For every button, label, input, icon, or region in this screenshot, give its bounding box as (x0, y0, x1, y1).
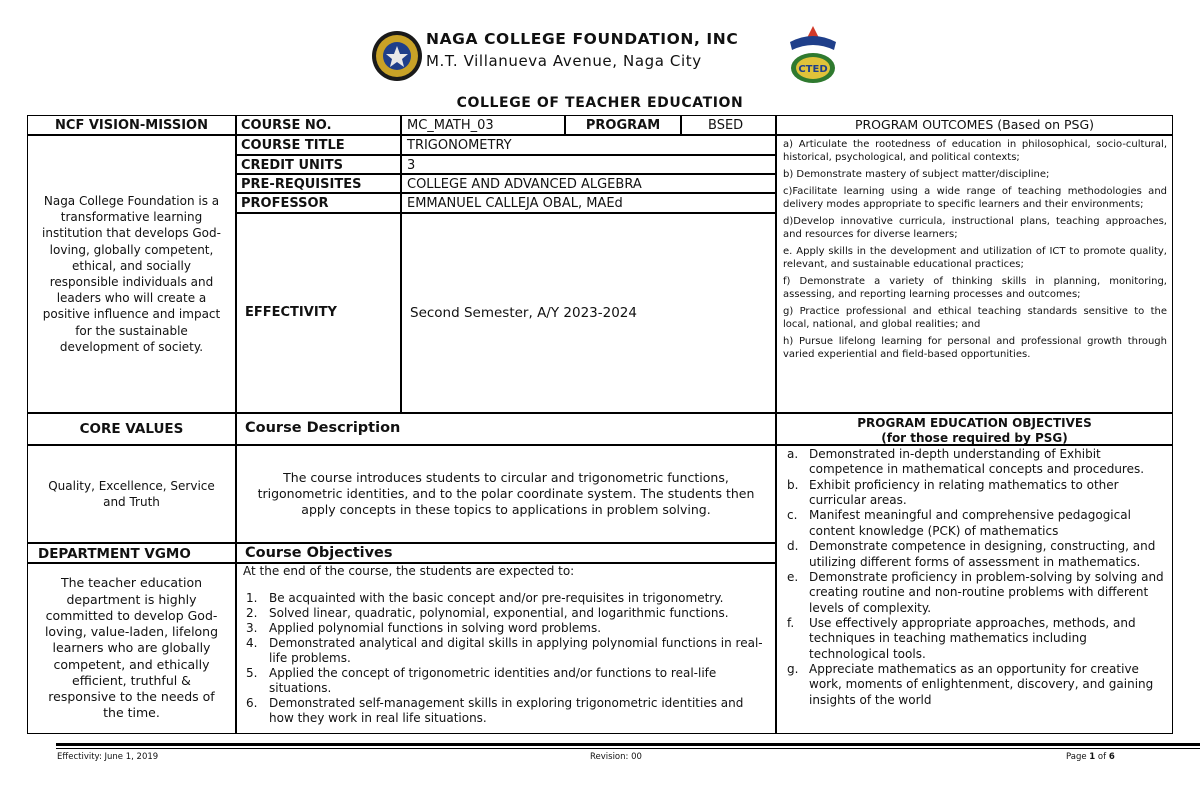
footer-rule-thin (56, 748, 1200, 749)
peo-item (781, 662, 1166, 708)
objective-item (243, 636, 765, 666)
program-value: BSED (681, 115, 776, 135)
peo-marker: g. (787, 662, 799, 677)
peo-list (781, 447, 1166, 708)
program-outcome-item: b) Demonstrate mastery of subject matter/discipline; (783, 169, 1050, 180)
objective-item (243, 591, 765, 606)
objective-item (243, 666, 765, 696)
core-values-heading (27, 413, 236, 445)
program-outcome-item: c)Facilitate learning using a wide range of teaching methodologies and delivery modes appropriate to specific learners and their environments; (783, 186, 1167, 210)
footer-page-of: of (1097, 752, 1107, 762)
course-objectives-cell (236, 563, 776, 734)
professor-value: EMMANUEL CALLEJA OBAL, MAEd (401, 193, 776, 213)
effectivity-value (401, 213, 776, 413)
program-outcome-item: d)Develop innovative curricula, instructional plans, teaching approaches, and resources for diverse learners; (783, 216, 1167, 240)
prerequisites-label: PRE-REQUISITES (236, 174, 401, 193)
peo-text: Exhibit proficiency in relating mathematics to other curricular areas. (809, 477, 1119, 508)
course-description-heading (236, 413, 776, 445)
objective-marker: 1. (246, 591, 258, 606)
objective-marker: 5. (246, 666, 258, 681)
program-outcome-item: a) Articulate the rootedness of education in philosophical, socio-cultural, historical, psychological, and political contexts; (783, 139, 1167, 163)
department-vgmo-heading: DEPARTMENT VGMO (27, 543, 236, 563)
credit-units-label: CREDIT UNITS (236, 155, 401, 174)
objective-marker: 3. (246, 621, 258, 636)
peo-text: Demonstrated in-depth understanding of Exhibit competence in mathematical concepts and procedures. (809, 447, 1145, 477)
objective-text: Demonstrated analytical and digital skills in applying polynomial functions in real-life problems. (269, 636, 763, 666)
core-values-paragraph: Quality, Excellence, Service and Truth (48, 478, 215, 509)
vision-mission-heading: NCF VISION-MISSION (27, 115, 236, 135)
vision-mission-paragraph: Naga College Foundation is a transformative learning institution that develops God-loving, globally competent, ethical, and socially responsible individuals and leaders who will create a positive influence and impact for the sustainable development of society. (42, 194, 221, 354)
footer-revision: Revision: 00 (590, 752, 642, 762)
course-title-value: TRIGONOMETRY (401, 135, 776, 155)
course-description-text (236, 445, 776, 543)
course-objectives-intro: At the end of the course, the students are expected to: (243, 564, 575, 578)
course-objectives-list (243, 591, 765, 726)
department-vgmo-text (27, 563, 236, 734)
program-outcome-item: e. Apply skills in the development and utilization of ICT to promote quality, relevant, and sustainable educational practices; (783, 246, 1167, 270)
peo-item (781, 616, 1166, 662)
peo-heading (776, 413, 1173, 445)
objective-item (243, 606, 765, 621)
objective-text: Demonstrated self-management skills in exploring trigonometric identities and how they work in real life situations. (269, 696, 744, 726)
college-title: COLLEGE OF TEACHER EDUCATION (456, 95, 744, 111)
footer-page-number (1066, 752, 1115, 762)
course-description-heading-text: Course Description (245, 420, 401, 437)
peo-list-cell (776, 445, 1173, 734)
peo-marker: b. (787, 477, 799, 492)
core-values-heading-text: CORE VALUES (79, 420, 184, 437)
objective-text: Solved linear, quadratic, polynomial, exponential, and logarithmic functions. (269, 606, 729, 621)
course-no-value: MC_MATH_03 (401, 115, 565, 135)
objective-marker: 4. (246, 636, 258, 651)
peo-item (781, 478, 1166, 509)
course-title-label: COURSE TITLE (236, 135, 401, 155)
peo-item (781, 447, 1166, 478)
objective-marker: 6. (246, 696, 258, 711)
effectivity-label-text: EFFECTIVITY (245, 305, 337, 321)
peo-item (781, 508, 1166, 539)
peo-marker: d. (787, 539, 799, 554)
core-values-text (27, 445, 236, 543)
objective-text: Applied polynomial functions in solving word problems. (269, 621, 602, 636)
peo-marker: a. (787, 447, 799, 461)
professor-label: PROFESSOR (236, 193, 401, 213)
ncf-seal-logo (371, 30, 423, 82)
objective-item (243, 621, 765, 636)
footer-rule-thick (56, 743, 1200, 746)
peo-text: Demonstrate proficiency in problem-solving by solving and creating routine and non-routine problems with different levels of complexity. (809, 569, 1164, 615)
peo-marker: c. (787, 508, 798, 523)
program-outcome-item: g) Practice professional and ethical teaching standards sensitive to the local, national, and global realities; and (783, 306, 1167, 330)
institution-name: NAGA COLLEGE FOUNDATION, INC (426, 30, 739, 48)
program-outcome-item: f) Demonstrate a variety of thinking skills in planning, monitoring, assessing, and reporting learning processes and outcomes; (783, 276, 1167, 300)
objective-text: Applied the concept of trigonometric identities and/or functions to real-life situations. (269, 666, 717, 696)
peo-marker: e. (787, 569, 799, 584)
objective-marker: 2. (246, 606, 258, 621)
footer-page-prefix: Page (1066, 752, 1087, 762)
program-label: PROGRAM (565, 115, 681, 135)
cted-logo (786, 24, 840, 86)
footer-page-current: 1 (1089, 752, 1096, 762)
peo-marker: f. (787, 615, 795, 630)
effectivity-label (236, 213, 401, 413)
program-outcome-item: h) Pursue lifelong learning for personal and professional growth through varied experiential and field-based opportunities. (783, 336, 1167, 360)
footer-page-total: 6 (1108, 752, 1115, 762)
peo-text: Appreciate mathematics as an opportunity for creative work, moments of enlightenment, discovery, and gaining insights of the world (809, 662, 1154, 707)
objective-item (243, 696, 765, 726)
peo-text: Manifest meaningful and comprehensive pedagogical content knowledge (PCK) of mathematics (809, 508, 1131, 538)
course-description-paragraph: The course introduces students to circular and trigonometric functions, trigonometric identities, and to the polar coordinate system. The students then apply concepts in these topics to applications in problem solving. (257, 469, 755, 518)
peo-heading-line1: PROGRAM EDUCATION OBJECTIVES (857, 416, 1092, 430)
footer-effectivity: Effectivity: June 1, 2019 (57, 752, 159, 762)
vision-mission-text (27, 135, 236, 413)
program-outcomes-list (776, 135, 1173, 413)
prerequisites-value: COLLEGE AND ADVANCED ALGEBRA (401, 174, 776, 193)
peo-text: Demonstrate competence in designing, constructing, and utilizing different forms of assessment in mathematics. (809, 539, 1156, 569)
effectivity-value-text: Second Semester, A/Y 2023-2024 (410, 304, 637, 321)
objective-text: Be acquainted with the basic concept and/or pre-requisites in trigonometry. (269, 591, 724, 606)
course-no-label: COURSE NO. (236, 115, 401, 135)
credit-units-value: 3 (401, 155, 776, 174)
program-outcomes-heading: PROGRAM OUTCOMES (Based on PSG) (776, 115, 1173, 135)
peo-item (781, 539, 1166, 570)
peo-item (781, 570, 1166, 616)
course-objectives-heading: Course Objectives (236, 543, 776, 563)
peo-heading-line2: (for those required by PSG) (881, 431, 1068, 445)
cted-logo-text: CTED (798, 64, 828, 75)
department-vgmo-paragraph: The teacher education department is highly committed to develop God-loving, value-laden, lifelong learners who are globally competent, and ethically efficient, truthful & responsive to the needs of the time. (44, 575, 219, 721)
document-header (0, 22, 1200, 92)
peo-text: Use effectively appropriate approaches, methods, and techniques in teaching mathematics including technological tools. (809, 615, 1136, 661)
institution-address: M.T. Villanueva Avenue, Naga City (426, 52, 702, 70)
